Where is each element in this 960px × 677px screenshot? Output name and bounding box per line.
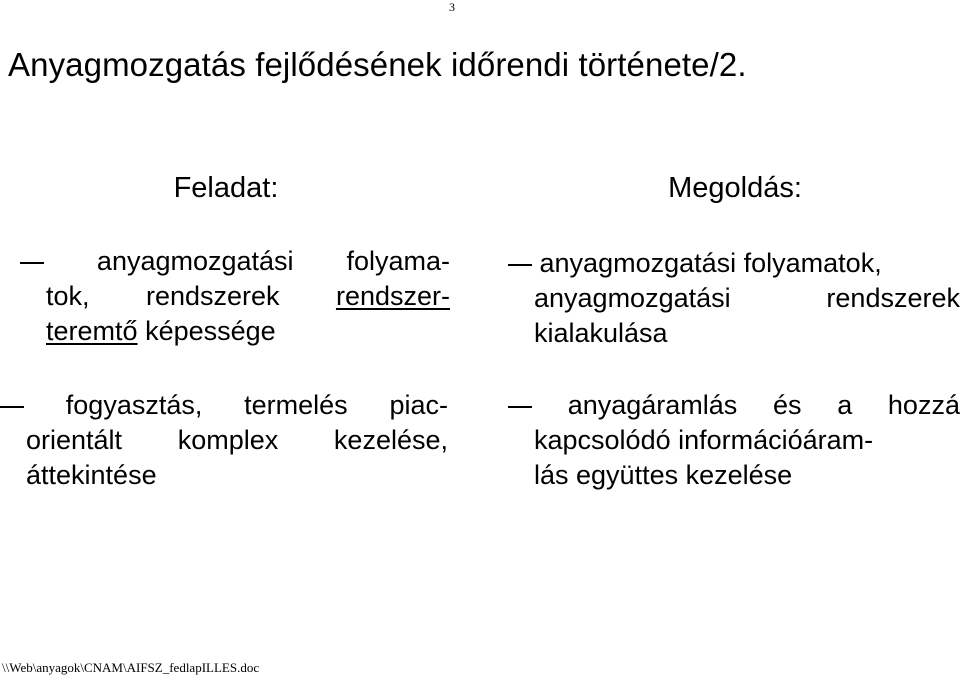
file-path-footer: \\Web\anyagok\CNAM\AIFSZ_fedlapILLES.doc <box>2 660 260 675</box>
task-heading: Feladat: <box>173 172 279 204</box>
task-item-2 <box>0 388 448 493</box>
dash-bullet-icon <box>508 264 532 266</box>
dash-bullet-icon <box>0 406 24 408</box>
task-item-1 <box>20 244 450 349</box>
page-number: 3 <box>449 0 455 14</box>
solution-heading: Megoldás: <box>668 172 802 204</box>
solution-item-1 <box>508 246 960 351</box>
task-item-2-line-2: orientált komplex kezelése, <box>26 425 448 455</box>
solution-item-2 <box>508 388 960 493</box>
solution-item-2-line-2: kapcsolódó információáram- <box>534 425 874 455</box>
solution-item-2-line-3: lás együttes kezelése <box>534 460 793 490</box>
solution-item-2-line-1: anyagáramlás és a hozzá <box>508 388 960 423</box>
solution-item-1-line-2: anyagmozgatási rendszerek <box>534 283 960 313</box>
task-item-1-line-3: teremtő képessége <box>46 316 276 346</box>
task-item-1-line-1: anyagmozgatási folyama- <box>20 244 450 279</box>
solution-item-1-line-1: anyagmozgatási folyamatok, <box>508 246 960 281</box>
dash-bullet-icon <box>508 406 532 408</box>
task-item-1-line-2: tok, rendszerek rendszer- <box>46 281 450 311</box>
page-title: Anyagmozgatás fejlődésének időrendi története/2. <box>8 46 747 83</box>
dash-bullet-icon <box>20 262 44 264</box>
task-item-2-line-1: fogyasztás, termelés piac- <box>0 388 448 423</box>
task-item-2-line-3: áttekintése <box>26 460 157 490</box>
solution-item-1-line-3: kialakulása <box>534 318 668 348</box>
